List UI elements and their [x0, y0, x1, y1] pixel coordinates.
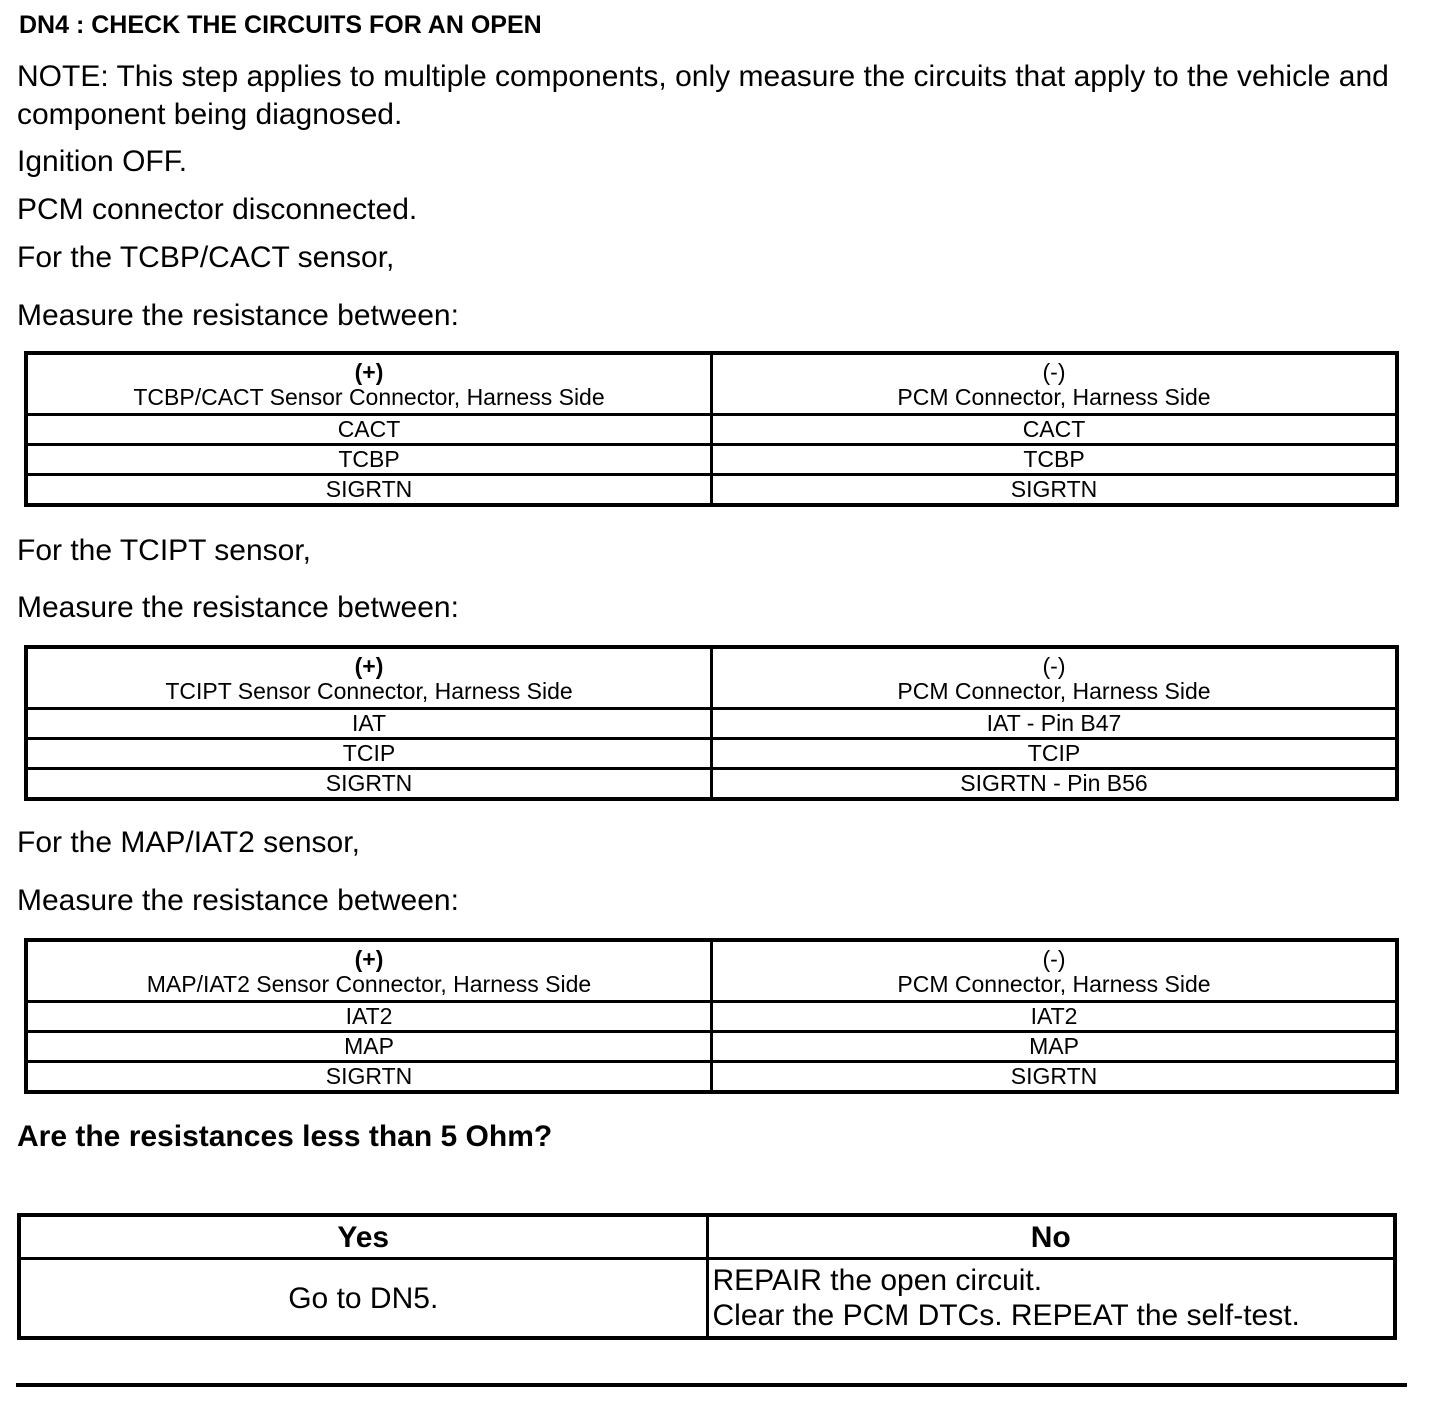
no-action-cell	[707, 1259, 1395, 1339]
plus-sign: (+)	[354, 945, 384, 972]
result-table	[17, 1213, 1397, 1340]
plus-cell: MAP	[26, 1032, 712, 1062]
table-row	[26, 445, 1397, 475]
minus-cell: SIGRTN - Pin B56	[712, 769, 1398, 800]
minus-cell: MAP	[712, 1032, 1398, 1062]
minus-cell: IAT - Pin B47	[712, 709, 1398, 739]
minus-header-cell	[712, 353, 1398, 415]
plus-cell: IAT2	[26, 1002, 712, 1032]
result-header-row	[19, 1215, 1395, 1259]
table-header-row	[26, 353, 1397, 415]
measure-instruction: Measure the resistance between:	[17, 591, 459, 624]
resistance-table-tcipt	[24, 645, 1399, 801]
table-row	[26, 1002, 1397, 1032]
step-pcm-disconnected: PCM connector disconnected.	[17, 193, 418, 226]
plus-cell: IAT	[26, 709, 712, 739]
plus-cell: TCIP	[26, 739, 712, 769]
minus-cell: TCBP	[712, 445, 1398, 475]
yes-header: Yes	[19, 1215, 707, 1259]
minus-cell: SIGRTN	[712, 1062, 1398, 1093]
no-action-repair: REPAIR the open circuit.	[712, 1264, 1043, 1297]
bottom-divider	[16, 1383, 1407, 1387]
minus-cell: TCIP	[712, 739, 1398, 769]
resistance-table-map-iat2	[24, 938, 1399, 1094]
minus-sign: (-)	[1042, 652, 1066, 679]
table-header-row	[26, 940, 1397, 1002]
minus-header-cell	[712, 647, 1398, 709]
section-intro-map-iat2: For the MAP/IAT2 sensor,	[17, 826, 360, 859]
table-row	[26, 769, 1397, 800]
table-header-row	[26, 647, 1397, 709]
plus-header-label: TCBP/CACT Sensor Connector, Harness Side	[133, 383, 605, 410]
table-row	[26, 415, 1397, 445]
plus-header-label: TCIPT Sensor Connector, Harness Side	[165, 677, 573, 704]
minus-cell: CACT	[712, 415, 1398, 445]
measure-instruction: Measure the resistance between:	[17, 299, 459, 332]
plus-cell: SIGRTN	[26, 1062, 712, 1093]
plus-cell: SIGRTN	[26, 769, 712, 800]
plus-cell: TCBP	[26, 445, 712, 475]
resistance-table-tcbp-cact	[24, 351, 1399, 507]
no-header: No	[707, 1215, 1395, 1259]
step-heading: DN4 : CHECK THE CIRCUITS FOR AN OPEN	[19, 11, 542, 39]
minus-sign: (-)	[1042, 358, 1066, 385]
section-intro-tcbp-cact: For the TCBP/CACT sensor,	[17, 241, 395, 274]
result-body-row	[19, 1259, 1395, 1339]
minus-sign: (-)	[1042, 945, 1066, 972]
table-row	[26, 475, 1397, 506]
minus-header-label: PCM Connector, Harness Side	[897, 383, 1211, 410]
plus-header-label: MAP/IAT2 Sensor Connector, Harness Side	[146, 970, 592, 997]
note-text: NOTE: This step applies to multiple components, only measure the circuits that apply to the vehicle and component being diagnosed.	[17, 60, 1389, 131]
table-row	[26, 1062, 1397, 1093]
plus-cell: CACT	[26, 415, 712, 445]
section-intro-tcipt: For the TCIPT sensor,	[17, 534, 312, 567]
minus-cell: IAT2	[712, 1002, 1398, 1032]
plus-header-cell	[26, 940, 712, 1002]
plus-sign: (+)	[354, 358, 384, 385]
no-action-clear-dtcs: Clear the PCM DTCs. REPEAT the self-test.	[712, 1299, 1300, 1332]
plus-sign: (+)	[354, 652, 384, 679]
table-row	[26, 1032, 1397, 1062]
plus-cell: SIGRTN	[26, 475, 712, 506]
table-row	[26, 709, 1397, 739]
table-row	[26, 739, 1397, 769]
minus-cell: SIGRTN	[712, 475, 1398, 506]
minus-header-label: PCM Connector, Harness Side	[897, 970, 1211, 997]
question-text: Are the resistances less than 5 Ohm?	[17, 1120, 553, 1153]
minus-header-cell	[712, 940, 1398, 1002]
plus-header-cell	[26, 353, 712, 415]
plus-header-cell	[26, 647, 712, 709]
minus-header-label: PCM Connector, Harness Side	[897, 677, 1211, 704]
measure-instruction: Measure the resistance between:	[17, 884, 459, 917]
yes-action: Go to DN5.	[19, 1259, 707, 1339]
step-ignition-off: Ignition OFF.	[17, 145, 188, 178]
